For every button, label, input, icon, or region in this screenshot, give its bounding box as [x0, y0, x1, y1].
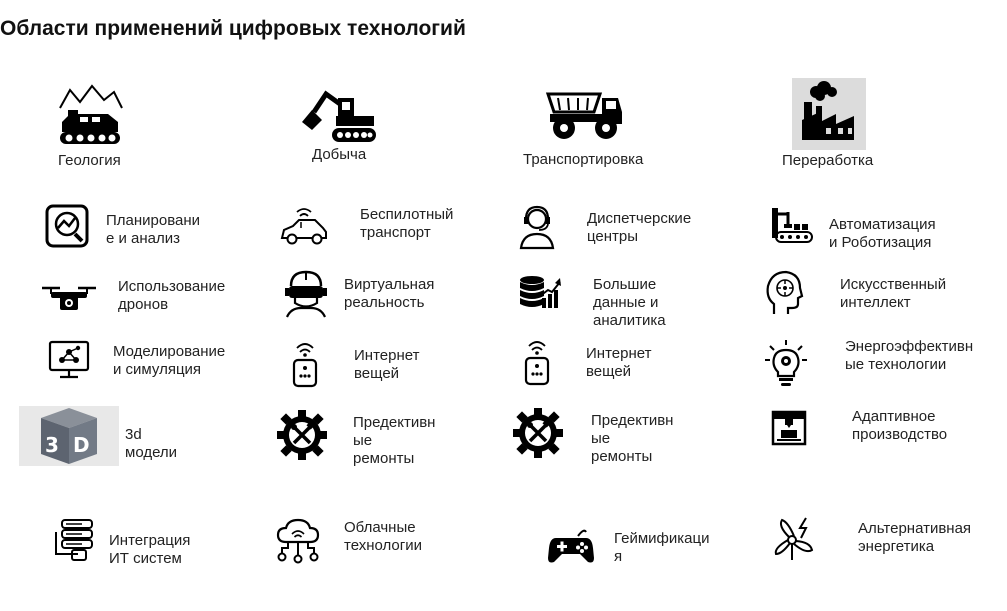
- dump-truck-icon: [544, 90, 624, 142]
- item-label: Облачные технологии: [344, 519, 423, 554]
- header-label: Добыча: [312, 146, 367, 163]
- svg-text:D: D: [73, 433, 90, 457]
- item-label: Использование дронов: [118, 278, 226, 313]
- database-growth-icon: [518, 274, 562, 310]
- item-label: Предективн ые ремонты: [353, 414, 436, 467]
- item-label: Адаптивное производство: [852, 408, 948, 443]
- item-label: Интеграция ИТ систем: [109, 532, 191, 567]
- excavator-icon: [298, 86, 378, 146]
- item-label: 3d модели: [125, 426, 178, 461]
- 3d-printer-icon: [771, 410, 807, 446]
- server-integration-icon: [52, 518, 94, 562]
- robot-arm-conveyor-icon: [770, 206, 814, 246]
- factory-icon: [792, 78, 866, 150]
- lightbulb-gear-icon: [764, 338, 808, 388]
- header-label: Переработка: [782, 152, 874, 169]
- wind-turbine-icon: [772, 516, 816, 562]
- 3d-cube-icon: [19, 406, 119, 466]
- autonomous-car-icon: [279, 206, 329, 248]
- drone-icon: [40, 278, 98, 314]
- iot-device-icon: [522, 338, 552, 386]
- item-label: Искусственный интеллект: [840, 276, 947, 311]
- item-label: Предективн ые ремонты: [591, 412, 674, 465]
- item-label: Интернет вещей: [354, 347, 420, 382]
- mining-vehicle-mountains-icon: [56, 82, 126, 148]
- header-label: Геология: [58, 152, 121, 169]
- item-label: Геймификаци я: [614, 530, 710, 565]
- cloud-network-icon: [276, 518, 320, 564]
- item-label: Интернет вещей: [586, 345, 652, 380]
- ai-head-icon: [764, 270, 804, 316]
- monitor-network-icon: [48, 340, 90, 380]
- item-label: Беспилотный транспорт: [360, 206, 454, 241]
- item-label: Энергоэффективн ые технологии: [845, 338, 974, 373]
- item-label: Диспетчерские центры: [587, 210, 692, 245]
- item-label: Альтернативная энергетика: [858, 520, 972, 555]
- dispatcher-headset-icon: [517, 204, 557, 250]
- vr-headset-icon: [283, 270, 329, 318]
- item-label: Моделирование и симуляция: [113, 343, 226, 378]
- analysis-chart-icon: [45, 204, 89, 248]
- svg-text:3: 3: [45, 433, 59, 457]
- gamepad-icon: [548, 526, 594, 564]
- item-label: Автоматизация и Роботизация: [829, 216, 936, 251]
- item-label: Большие данные и аналитика: [593, 276, 666, 329]
- gear-tools-icon: [513, 408, 563, 458]
- item-label: Планировани е и анализ: [106, 212, 201, 247]
- iot-device-icon: [290, 340, 320, 388]
- page-title: Области применений цифровых технологий: [0, 17, 466, 40]
- header-label: Транспортировка: [523, 151, 644, 168]
- gear-tools-icon: [277, 410, 327, 460]
- item-label: Виртуальная реальность: [344, 276, 435, 311]
